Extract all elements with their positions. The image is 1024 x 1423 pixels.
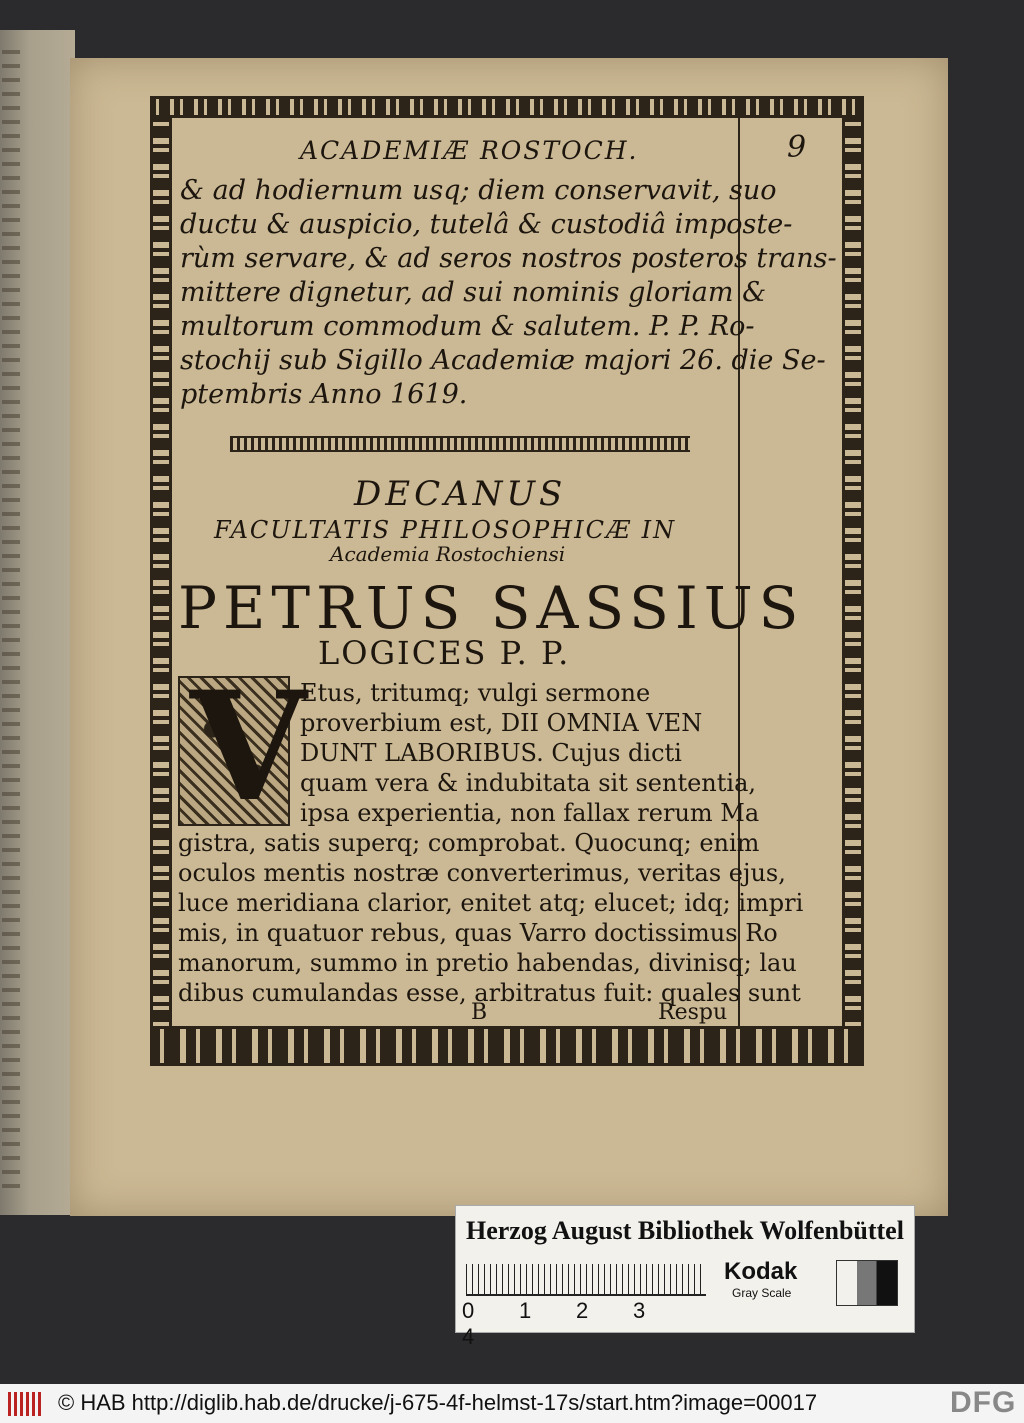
text-line: quam vera & indubitata sit sententia, [300,769,757,797]
text-line: & ad hodiernum usq; diem conservavit, suo [180,175,777,206]
text-line: proverbium est, DII OMNIA VEN [300,709,703,737]
catchword: Respu [658,1000,728,1025]
frame-top-border [150,96,864,118]
text-line: ptembris Anno 1619. [180,379,468,410]
text-line: gistra, satis superq; comprobat. Quocunq; enim [178,829,760,857]
text-line: multorum commodum & salutem. P. P. Ro- [180,311,755,342]
text-line: rùm servare, & ad seros nostros posteros trans- [180,243,837,274]
decorated-initial [178,659,307,835]
text-line: mis, in quatuor rebus, quas Varro doctissimus Ro [178,919,778,947]
footer-bar [0,1384,1024,1423]
text-line: oculos mentis nostræ converterimus, veritas ejus, [178,859,786,887]
text-line: Etus, tritumq; vulgi sermone [300,679,651,707]
body-text-top [180,174,837,412]
ruler-number: 3 [633,1298,646,1323]
measurement-ruler [466,1264,706,1296]
kodak-brand: Kodak [724,1258,798,1285]
frame-left-border [150,118,172,1026]
heading-decanus: DECANUS [354,474,567,514]
footer-url[interactable]: © HAB http://diglib.hab.de/drucke/j-675-4f-helmst-17s/start.htm?image=00017 [58,1390,818,1415]
text-line: ductu & auspicio, tutelâ & custodiâ imposte- [180,209,793,240]
text-line: DUNT LABORIBUS. Cujus dicti [300,739,682,767]
gray-scale-swatch [836,1260,898,1306]
previous-page-edge [0,30,75,1215]
dfg-logo: DFG [950,1386,1017,1419]
page-number: 9 [787,130,807,165]
library-name: Herzog August Bibliothek Wolfenbüttel [466,1216,904,1245]
gray-scale-label: Gray Scale [732,1286,792,1300]
initial-letter: V [190,659,307,835]
hab-logo-icon [8,1392,44,1416]
text-line: dibus cumulandas esse, arbitratus fuit: quales sunt [178,979,801,1007]
frame-right-border [842,118,864,1026]
text-line: luce meridiana clarior, enitet atq; elucet; idq; impri [178,889,804,917]
ruler-numbers [462,1298,722,1350]
heading-academia: Academia Rostochiensi [330,542,566,566]
paragraph-full-width [178,828,804,1008]
ruler-number: 0 [462,1298,475,1323]
text-line: mittere dignetur, ad sui nominis gloriam & [180,277,767,308]
text-line: manorum, summo in pretio habendas, divinisq; lau [178,949,797,977]
signature-mark: B [471,1000,488,1025]
heading-facultatis: FACULTATIS PHILOSOPHICÆ IN [214,516,677,544]
ornamental-divider [230,436,690,452]
library-color-card [455,1205,915,1349]
running-head: ACADEMIÆ ROSTOCH. [300,136,639,165]
heading-logices: LOGICES P. P. [318,634,571,672]
ruler-number: 1 [519,1298,532,1323]
text-line: stochij sub Sigillo Academiæ majori 26. die Se- [180,345,826,376]
ruler-number: 4 [462,1324,475,1349]
heading-name: PETRUS SASSIUS [178,574,805,642]
paragraph-beside-initial [300,678,760,828]
previous-page-ornament [2,50,20,1195]
ruler-number: 2 [576,1298,589,1323]
text-line: ipsa experientia, non fallax rerum Ma [300,799,760,827]
frame-bottom-border [150,1026,864,1066]
